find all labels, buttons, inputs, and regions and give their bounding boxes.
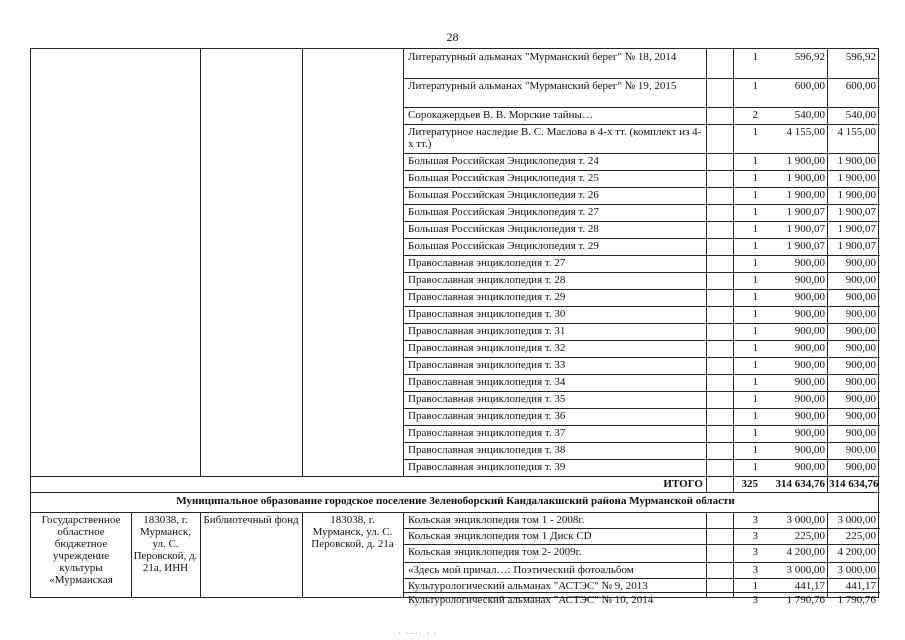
item-name: Большая Российская Энциклопедия т. 28 bbox=[408, 223, 599, 235]
row-divider bbox=[403, 255, 880, 256]
item-price: 600,00 bbox=[794, 80, 825, 92]
item-total: 900,00 bbox=[845, 461, 876, 473]
item-price: 1 790,76 bbox=[786, 594, 825, 606]
row-divider bbox=[403, 391, 880, 392]
item-qty: 1 bbox=[752, 342, 758, 354]
item-name: Кольская энциклопедия том 1 - 2008г. bbox=[408, 514, 585, 526]
section-heading: Муниципальное образование городское поселение Зеленоборский Кандалакшский района Мурманской области bbox=[176, 495, 735, 507]
column-divider bbox=[403, 49, 404, 476]
item-name: Православная энциклопедия т. 37 bbox=[408, 427, 566, 439]
item-qty: 1 bbox=[752, 393, 758, 405]
item-qty: 1 bbox=[752, 461, 758, 473]
item-qty: 3 bbox=[752, 594, 758, 606]
item-qty: 1 bbox=[752, 580, 758, 592]
item-total: 441,17 bbox=[845, 580, 876, 592]
column-divider bbox=[827, 49, 828, 476]
item-price: 225,00 bbox=[794, 530, 825, 542]
item-name: Православная энциклопедия т. 27 bbox=[408, 257, 566, 269]
item-name: Большая Российская Энциклопедия т. 25 bbox=[408, 172, 599, 184]
item-qty: 1 bbox=[752, 189, 758, 201]
item-total: 900,00 bbox=[845, 427, 876, 439]
item-name: Православная энциклопедия т. 35 bbox=[408, 393, 566, 405]
storage-address: 183038, г. Мурманск, ул. С. Перовской, д. 21а bbox=[311, 514, 394, 550]
item-name: Большая Российская Энциклопедия т. 27 bbox=[408, 206, 599, 218]
item-qty: 1 bbox=[752, 291, 758, 303]
item-name: Культурологический альманах "АСТЭС" № 10, 2014 bbox=[408, 594, 654, 606]
item-name: Православная энциклопедия т. 32 bbox=[408, 342, 566, 354]
item-price: 900,00 bbox=[794, 325, 825, 337]
item-total: 1 900,00 bbox=[837, 189, 876, 201]
item-total: 900,00 bbox=[845, 410, 876, 422]
row-divider bbox=[403, 221, 880, 222]
row-divider bbox=[31, 492, 880, 493]
item-total: 900,00 bbox=[845, 393, 876, 405]
row-divider bbox=[403, 153, 880, 154]
row-divider bbox=[403, 528, 880, 529]
row-divider bbox=[403, 408, 880, 409]
column-divider bbox=[706, 476, 707, 492]
column-divider bbox=[706, 49, 707, 476]
item-total: 900,00 bbox=[845, 308, 876, 320]
item-name: Православная энциклопедия т. 29 bbox=[408, 291, 566, 303]
item-qty: 1 bbox=[752, 257, 758, 269]
column-divider bbox=[131, 512, 132, 598]
column-divider bbox=[827, 476, 828, 492]
item-qty: 1 bbox=[752, 155, 758, 167]
column-divider bbox=[403, 512, 404, 598]
row-divider bbox=[403, 578, 880, 579]
item-name: Культурологический альманах "АСТЭС" № 9, 2013 bbox=[408, 580, 648, 592]
item-price: 441,17 bbox=[794, 580, 825, 592]
column-divider bbox=[733, 476, 734, 492]
item-total: 1 900,00 bbox=[837, 155, 876, 167]
item-name: Православная энциклопедия т. 34 bbox=[408, 376, 566, 388]
item-price: 4 200,00 bbox=[786, 546, 825, 558]
column-divider bbox=[302, 512, 303, 598]
item-total: 900,00 bbox=[845, 325, 876, 337]
item-price: 1 900,07 bbox=[786, 223, 825, 235]
item-name: Литературное наследие В. С. Маслова в 4-х тт. (комплект из 4-х тт.) bbox=[408, 126, 702, 150]
page-number: 28 bbox=[446, 30, 459, 44]
item-name: Литературный альманах "Мурманский берег" № 18, 2014 bbox=[408, 51, 677, 63]
row-divider bbox=[403, 425, 880, 426]
item-qty: 1 bbox=[752, 206, 758, 218]
row-divider bbox=[403, 107, 880, 108]
row-divider bbox=[403, 78, 880, 79]
item-price: 900,00 bbox=[794, 427, 825, 439]
item-total: 1 790,76 bbox=[837, 594, 876, 606]
item-total: 1 900,07 bbox=[837, 240, 876, 252]
item-price: 4 155,00 bbox=[786, 126, 825, 138]
row-divider bbox=[403, 340, 880, 341]
item-name: Литературный альманах "Мурманский берег" № 19, 2015 bbox=[408, 80, 677, 92]
item-price: 900,00 bbox=[794, 274, 825, 286]
row-divider bbox=[403, 442, 880, 443]
item-price: 900,00 bbox=[794, 410, 825, 422]
item-qty: 2 bbox=[752, 109, 758, 121]
scan-artifact: · ·‒·· · · bbox=[398, 628, 438, 638]
item-name: Кольская энциклопедия том 1 Диск CD bbox=[408, 530, 592, 542]
item-total: 1 900,07 bbox=[837, 223, 876, 235]
row-divider bbox=[403, 562, 880, 563]
item-name: Кольская энциклопедия том 2- 2009г. bbox=[408, 546, 582, 558]
item-qty: 1 bbox=[752, 126, 758, 138]
item-total: 1 900,00 bbox=[837, 172, 876, 184]
item-price: 1 900,07 bbox=[786, 240, 825, 252]
item-qty: 1 bbox=[752, 359, 758, 371]
column-divider bbox=[200, 512, 201, 598]
row-divider bbox=[403, 306, 880, 307]
item-total: 900,00 bbox=[845, 376, 876, 388]
row-divider bbox=[31, 476, 880, 477]
item-price: 900,00 bbox=[794, 376, 825, 388]
row-divider bbox=[403, 357, 880, 358]
item-price: 900,00 bbox=[794, 308, 825, 320]
column-divider bbox=[200, 49, 201, 476]
item-total: 900,00 bbox=[845, 291, 876, 303]
item-qty: 1 bbox=[752, 444, 758, 456]
total-sum: 314 634,76 bbox=[829, 478, 879, 490]
item-name: Православная энциклопедия т. 38 bbox=[408, 444, 566, 456]
item-price: 1 900,00 bbox=[786, 172, 825, 184]
row-divider bbox=[403, 544, 880, 545]
item-price: 900,00 bbox=[794, 342, 825, 354]
item-price: 900,00 bbox=[794, 359, 825, 371]
row-divider bbox=[403, 592, 880, 593]
item-total: 600,00 bbox=[845, 80, 876, 92]
item-total: 900,00 bbox=[845, 274, 876, 286]
item-qty: 3 bbox=[752, 546, 758, 558]
row-divider bbox=[403, 238, 880, 239]
item-total: 900,00 bbox=[845, 257, 876, 269]
item-name: Большая Российская Энциклопедия т. 24 bbox=[408, 155, 599, 167]
item-name: Большая Российская Энциклопедия т. 29 bbox=[408, 240, 599, 252]
item-qty: 1 bbox=[752, 223, 758, 235]
row-divider bbox=[403, 187, 880, 188]
item-name: Православная энциклопедия т. 39 bbox=[408, 461, 566, 473]
item-price: 900,00 bbox=[794, 461, 825, 473]
column-divider bbox=[302, 49, 303, 476]
org-address: 183038, г. Мурманск, ул. С. Перовской, д. 21а, ИНН bbox=[133, 514, 198, 574]
item-name: Православная энциклопедия т. 30 bbox=[408, 308, 566, 320]
item-total: 900,00 bbox=[845, 444, 876, 456]
item-qty: 1 bbox=[752, 51, 758, 63]
item-qty: 1 bbox=[752, 427, 758, 439]
item-price: 1 900,07 bbox=[786, 206, 825, 218]
item-price: 3 000,00 bbox=[786, 564, 825, 576]
item-total: 900,00 bbox=[845, 359, 876, 371]
item-price: 596,92 bbox=[794, 51, 825, 63]
item-total: 4 200,00 bbox=[837, 546, 876, 558]
item-price: 900,00 bbox=[794, 257, 825, 269]
row-divider bbox=[403, 374, 880, 375]
item-name: Православная энциклопедия т. 36 bbox=[408, 410, 566, 422]
item-qty: 1 bbox=[752, 240, 758, 252]
org-name: Государственное областное бюджетное учреждение культуры «Мурманская bbox=[41, 514, 121, 586]
item-total: 3 000,00 bbox=[837, 564, 876, 576]
item-price: 540,00 bbox=[794, 109, 825, 121]
row-divider bbox=[403, 289, 880, 290]
row-divider bbox=[403, 124, 880, 125]
total-price: 314 634,76 bbox=[775, 478, 825, 490]
item-qty: 1 bbox=[752, 376, 758, 388]
item-qty: 3 bbox=[752, 514, 758, 526]
item-price: 3 000,00 bbox=[786, 514, 825, 526]
item-total: 4 155,00 bbox=[837, 126, 876, 138]
row-divider bbox=[403, 459, 880, 460]
total-qty: 325 bbox=[741, 478, 758, 490]
row-divider bbox=[403, 323, 880, 324]
column-divider bbox=[733, 49, 734, 476]
row-divider bbox=[403, 204, 880, 205]
inventory-table bbox=[30, 48, 879, 606]
item-name: Православная энциклопедия т. 33 bbox=[408, 359, 566, 371]
item-qty: 1 bbox=[752, 410, 758, 422]
item-total: 596,92 bbox=[845, 51, 876, 63]
item-qty: 3 bbox=[752, 530, 758, 542]
item-qty: 1 bbox=[752, 274, 758, 286]
item-price: 900,00 bbox=[794, 444, 825, 456]
item-qty: 1 bbox=[752, 308, 758, 320]
row-divider bbox=[403, 170, 880, 171]
item-total: 1 900,07 bbox=[837, 206, 876, 218]
total-label: ИТОГО bbox=[663, 478, 703, 490]
item-name: Православная энциклопедия т. 28 bbox=[408, 274, 566, 286]
item-total: 900,00 bbox=[845, 342, 876, 354]
row-divider bbox=[403, 272, 880, 273]
item-total: 540,00 bbox=[845, 109, 876, 121]
item-name: Православная энциклопедия т. 31 bbox=[408, 325, 566, 337]
item-qty: 1 bbox=[752, 80, 758, 92]
item-total: 3 000,00 bbox=[837, 514, 876, 526]
item-price: 1 900,00 bbox=[786, 155, 825, 167]
item-total: 225,00 bbox=[845, 530, 876, 542]
item-price: 900,00 bbox=[794, 393, 825, 405]
item-qty: 1 bbox=[752, 325, 758, 337]
item-name: Большая Российская Энциклопедия т. 26 bbox=[408, 189, 599, 201]
item-price: 1 900,00 bbox=[786, 189, 825, 201]
item-qty: 3 bbox=[752, 564, 758, 576]
item-qty: 1 bbox=[752, 172, 758, 184]
item-name: «Здесь мой причал…: Поэтический фотоальбом bbox=[408, 564, 634, 576]
item-price: 900,00 bbox=[794, 291, 825, 303]
fund-type: Библиотечный фонд bbox=[203, 514, 299, 526]
row-divider bbox=[31, 512, 880, 513]
item-name: Сорокажердьев В. В. Морские тайны… bbox=[408, 109, 593, 121]
